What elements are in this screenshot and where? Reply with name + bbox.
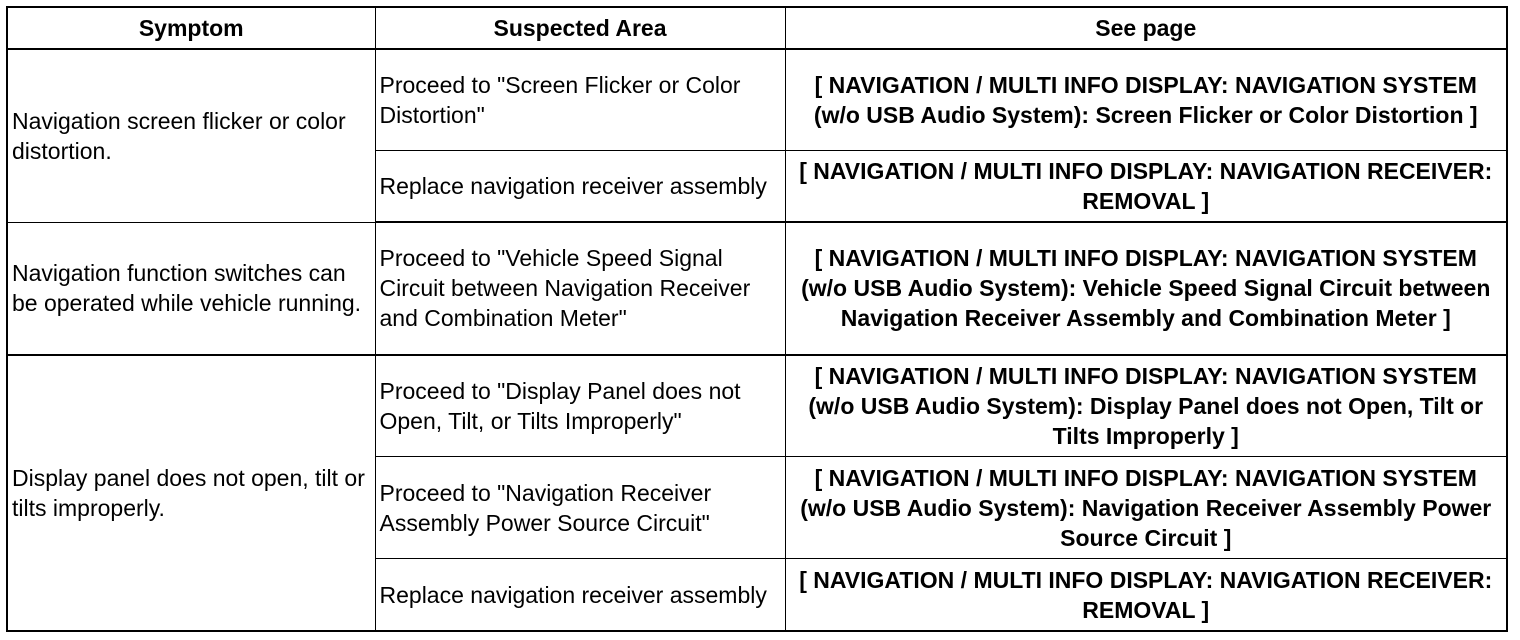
table-header — [7, 7, 1507, 49]
header-suspected-area: Suspected Area — [375, 7, 785, 49]
suspected-area-cell: Replace navigation receiver assembly — [375, 150, 785, 222]
troubleshooting-table — [6, 6, 1508, 632]
table-row — [7, 355, 1507, 457]
suspected-area-cell: Proceed to "Screen Flicker or Color Distortion" — [375, 49, 785, 150]
header-symptom: Symptom — [7, 7, 375, 49]
symptom-cell: Display panel does not open, tilt or tilts improperly. — [7, 355, 375, 632]
symptom-cell: Navigation function switches can be operated while vehicle running. — [7, 222, 375, 354]
header-see-page: See page — [785, 7, 1507, 49]
see-page-cell: [ NAVIGATION / MULTI INFO DISPLAY: NAVIGATION SYSTEM (w/o USB Audio System): Display Panel does not Open, Tilt or Tilts Improperly ] — [785, 355, 1507, 457]
see-page-cell: [ NAVIGATION / MULTI INFO DISPLAY: NAVIGATION RECEIVER: REMOVAL ] — [785, 559, 1507, 631]
symptom-cell: Navigation screen flicker or color distortion. — [7, 49, 375, 222]
suspected-area-cell: Proceed to "Vehicle Speed Signal Circuit between Navigation Receiver and Combination Meter" — [375, 222, 785, 354]
table-row — [7, 49, 1507, 150]
see-page-cell: [ NAVIGATION / MULTI INFO DISPLAY: NAVIGATION RECEIVER: REMOVAL ] — [785, 150, 1507, 222]
suspected-area-cell: Replace navigation receiver assembly — [375, 559, 785, 631]
header-row — [7, 7, 1507, 49]
see-page-cell: [ NAVIGATION / MULTI INFO DISPLAY: NAVIGATION SYSTEM (w/o USB Audio System): Vehicle Speed Signal Circuit between Navigation Receiver Assembly and Combination Meter ] — [785, 222, 1507, 354]
suspected-area-cell: Proceed to "Display Panel does not Open, Tilt, or Tilts Improperly" — [375, 355, 785, 457]
table-body — [7, 49, 1507, 631]
suspected-area-cell: Proceed to "Navigation Receiver Assembly Power Source Circuit" — [375, 457, 785, 559]
see-page-cell: [ NAVIGATION / MULTI INFO DISPLAY: NAVIGATION SYSTEM (w/o USB Audio System): Navigation Receiver Assembly Power Source Circuit ] — [785, 457, 1507, 559]
see-page-cell: [ NAVIGATION / MULTI INFO DISPLAY: NAVIGATION SYSTEM (w/o USB Audio System): Screen Flicker or Color Distortion ] — [785, 49, 1507, 150]
document-page — [6, 6, 1508, 632]
table-row — [7, 222, 1507, 354]
